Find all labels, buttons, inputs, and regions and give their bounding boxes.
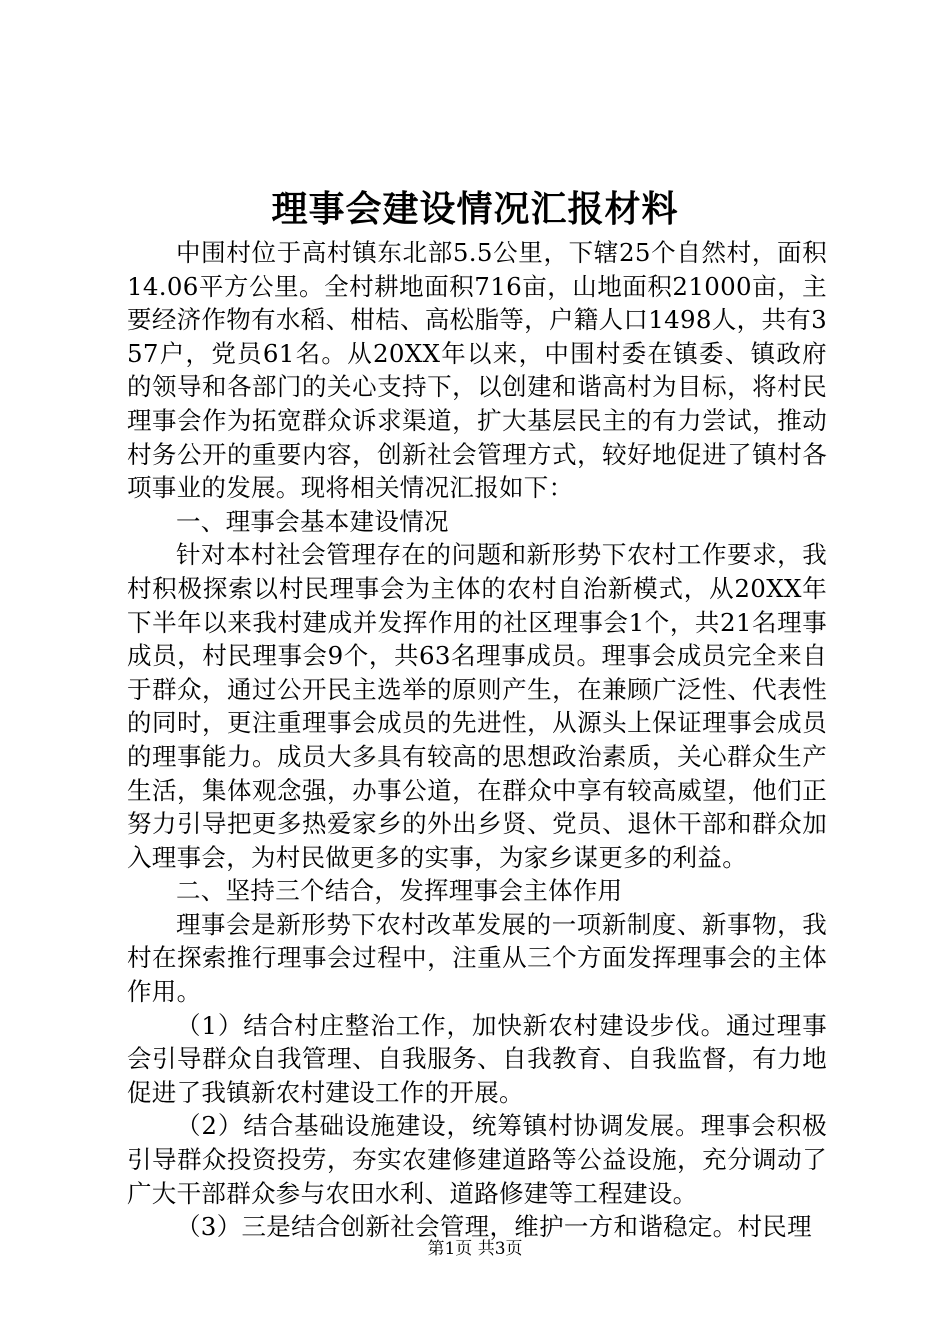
- paragraph: （3）三是结合创新社会管理，维护一方和谐稳定。村民理: [176, 1212, 812, 1242]
- section-heading: 二、坚持三个结合，发挥理事会主体作用: [176, 876, 623, 906]
- document-body: [127, 236, 827, 1244]
- paragraph: 中围村位于高村镇东北部5.5公里，下辖25个自然村，面积14.06平方公里。全村耕地面积716亩，山地面积21000亩，主要经济作物有水稻、柑桔、高松脂等，户籍人口1498人，共有357户，党员61名。从20XX年以来，中围村委在镇委、镇政府的领导和各部门的关心支持下，以创建和谐高村为目标，将村民理事会作为拓宽群众诉求渠道，扩大基层民主的有力尝试，推动村务公开的重要内容，创新社会管理方式，较好地促进了镇村各项事业的发展。现将相关情况汇报如下：: [127, 238, 827, 503]
- paragraph: 理事会是新形势下农村改革发展的一项新制度、新事物，我村在探索推行理事会过程中，注重从三个方面发挥理事会的主体作用。: [127, 909, 827, 1007]
- paragraph: （1）结合村庄整治工作，加快新农村建设步伐。通过理事会引导群众自我管理、自我服务、自我教育、自我监督，有力地促进了我镇新农村建设工作的开展。: [127, 1010, 827, 1107]
- paragraph: 针对本村社会管理存在的问题和新形势下农村工作要求，我村积极探索以村民理事会为主体的农村自治新模式，从20XX年下半年以来我村建成并发挥作用的社区理事会1个，共21名理事成员，村民理事会9个，共63名理事成员。理事会成员完全来自于群众，通过公开民主选举的原则产生，在兼顾广泛性、代表性的同时，更注重理事会成员的先进性，从源头上保证理事会成员的理事能力。成员大多具有较高的思想政治素质，关心群众生产生活，集体观念强，办事公道，在群众中享有较高威望，他们正努力引导把更多热爱家乡的外出乡贤、党员、退休干部和群众加入理事会，为村民做更多的实事，为家乡谋更多的利益。: [127, 540, 827, 872]
- section-heading: 一、理事会基本建设情况: [176, 506, 449, 536]
- document-title: 理事会建设情况汇报材料: [271, 188, 679, 230]
- paragraph: （2）结合基础设施建设，统筹镇村协调发展。理事会积极引导群众投资投劳，夯实农建修建道路等公益设施，充分调动了广大干部群众参与农田水利、道路修建等工程建设。: [127, 1111, 827, 1208]
- page-footer: 第1页 共3页: [427, 1239, 523, 1259]
